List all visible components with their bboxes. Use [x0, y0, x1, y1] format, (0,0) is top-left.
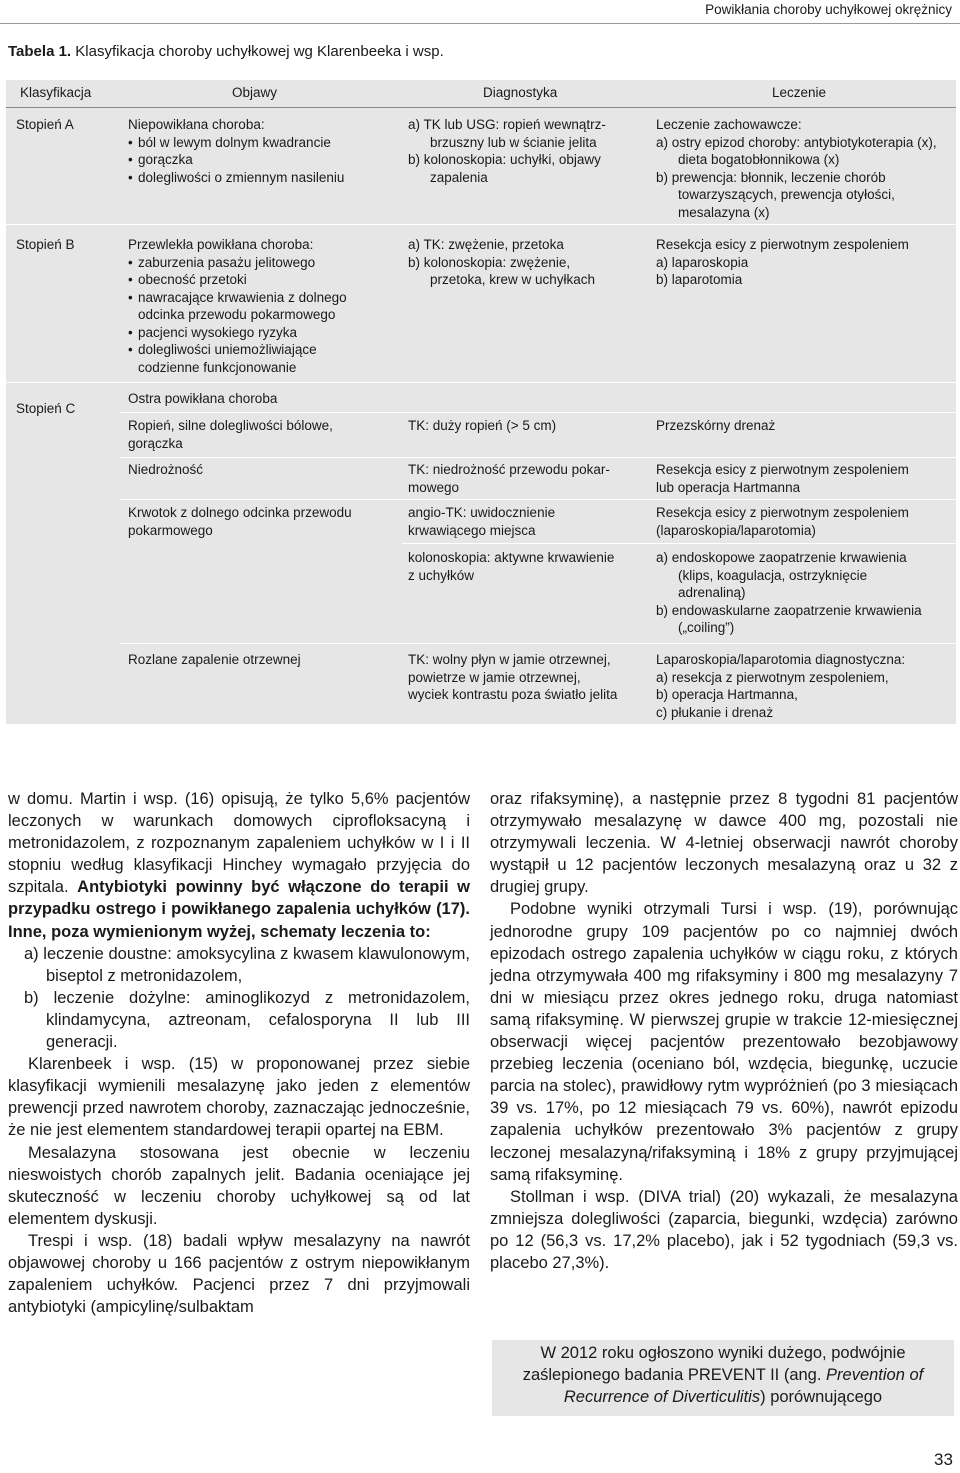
- stage-b-objawy: Przewlekła powikłana choroba: • zaburzenia pasażu jelitowego • obecność przetoki • nawracające krwawienia z dolnego odcinka przewodu pokarmowego • pacjenci wysokiego ryzyka • dolegliwości uniemożliwiające codzienne funkcjonowanie: [128, 236, 347, 376]
- row-separator: [120, 457, 956, 458]
- page-number: 33: [934, 1450, 953, 1469]
- stage-c-label: Stopień C: [16, 401, 76, 416]
- table-caption-label: Tabela 1.: [8, 43, 72, 60]
- table-caption-text: Klasyfikacja choroby uchyłkowej wg Klarenbeeka i wsp.: [75, 43, 444, 60]
- stage-a-diagnostyka: a) TK lub USG: ropień wewnątrz- brzuszny lub w ścianie jelita b) kolonoskopia: uchyłki, objawy zapalenia: [408, 117, 606, 185]
- left-paragraph-3: Mesalazyna stosowana jest obecnie w leczeniu nieswoistych chorób zapalnych jelit. Badania oceniające jej skuteczność w leczeniu choroby uchyłkowej są od lat elementem dyskusji.: [8, 1143, 470, 1228]
- stage-c-row3-objawy: Krwotok z dolnego odcinka przewodu pokarmowego: [128, 505, 352, 538]
- left-paragraph-2: Klarenbeek i wsp. (15) w proponowanej przez siebie klasyfikacji wymienili mesalazynę jako jeden z elementów prewencji przed nawrotem choroby, zaznaczając jednocześnie, że nie jest elementem standardowej terapii opartej na EBM.: [8, 1055, 470, 1140]
- stage-c-row5-objawy: Rozlane zapalenie otrzewnej: [128, 652, 301, 667]
- stage-a-leczenie: Leczenie zachowawcze: a) ostry epizod choroby: antybiotykoterapia (x), dieta bogatobłonnikowa (x) b) prewencja: błonnik, leczenie chorób towarzyszących, prewencja otyłości, mesalazyna (x): [656, 117, 937, 220]
- highlight-box: [492, 1340, 954, 1416]
- left-paragraph-4: Trespi i wsp. (18) badali wpływ mesalazyny na nawrót objawowej choroby u 166 pacjentów z ostrym niepowikłanym zapaleniem uchyłków. Pacjenci przez 7 dni przyjmowali antybiotyki (ampicylinę/sulbaktam: [8, 1231, 470, 1317]
- left-list-item-a: a) leczenie doustne: amoksycylina z kwasem klawulonowym, biseptol z metronidazolem,: [24, 944, 470, 985]
- right-paragraph-3: Stollman i wsp. (DIVA trial) (20) wykazali, że mesalazyna zmniejsza dolegliwości (zaparcia, biegunki, wzdęcia) zarówno po 12 (56,3 vs. 17,2% placebo), jak i 52 tygodniach (59,3 vs. placebo 27,3%).: [490, 1187, 958, 1272]
- left-list-item-b: b) leczenie dożylne: aminoglikozyd z metronidazolem, klindamycyna, aztreonam, cefalosporyna II lub III generacji.: [24, 988, 470, 1052]
- stage-c-row1-objawy: Ropień, silne dolegliwości bólowe, gorączka: [128, 418, 333, 451]
- stage-c-row5-diagnostyka: TK: wolny płyn w jamie otrzewnej, powietrze w jamie otrzewnej, wyciek kontrastu poza światło jelita: [408, 652, 618, 702]
- stage-c-row4-leczenie: a) endoskopowe zaopatrzenie krwawienia (klips, koagulacja, ostrzyknięcie adrenaliną) b) endowaskularne zaopatrzenie krwawienia („coiling”): [656, 550, 922, 635]
- stage-a-label: Stopień A: [16, 117, 74, 132]
- right-paragraph-2: Podobne wyniki otrzymali Tursi i wsp. (19), porównując jednorodne grupy 109 pacjentów po co najmniej dwóch epizodach ostrego zapalenia uchyłków w ciągu roku, z których jedna otrzymywała 400 mg rifaksyminy i 800 mg mesalazyny 7 dni w miesiącu przez okres jednego roku, druga natomiast samą rifaksyminę. W pierwszej grupie w trakcie 12-miesięcznej obserwacji więcej pacjentów prezentowało bezobjawowy przebieg leczenia (oceniano ból, wzdęcia, biegunkę, uczucie parcia na stolec), prawidłowy rytm wypróżnień (po 3 miesiącach 39 vs. 17%, po 12 miesiącach 79 vs. 60%), nawrót epizodu zapalenia uchyłków prezentowało 3% pacjentów z grupy leczonej mesalazyną/rifaksyminą i 18% z grupy przyjmującej samą rifaksyminę.: [490, 900, 958, 1184]
- row-separator: [120, 643, 956, 644]
- stage-c-row1-leczenie: Przezskórny drenaż: [656, 418, 776, 433]
- left-paragraph-1-bold: Antybiotyki powinny być włączone do terapii w przypadku ostrego i powikłanego zapalenia uchyłków (17). Inne, poza wymienionym wyżej, schematy leczenia to:: [8, 878, 470, 941]
- stage-c-row2-objawy: Niedrożność: [128, 462, 204, 477]
- running-head: [0, 0, 960, 24]
- stage-c-row4-diagnostyka: kolonoskopia: aktywne krwawienie z uchyłków: [408, 550, 615, 583]
- running-head-title: Powikłania choroby uchyłkowej okrężnicy: [705, 2, 952, 17]
- row-separator: [120, 499, 956, 500]
- stage-b-diagnostyka: a) TK: zwężenie, przetoka b) kolonoskopia: zwężenie, przetoka, krew w uchyłkach: [408, 237, 596, 287]
- stage-c-row3-diagnostyka: angio-TK: uwidocznienie krwawiącego miejsca: [408, 505, 556, 538]
- row-separator: [6, 382, 956, 383]
- stage-c-row5-leczenie: Laparoskopia/laparotomia diagnostyczna: a) resekcja z pierwotnym zespoleniem, b) operacja Hartmanna, c) płukanie i drenaż: [656, 652, 906, 720]
- left-column: [8, 788, 470, 1318]
- right-paragraph-1: oraz rifaksyminę), a następnie przez 8 tygodni 81 pacjentów otrzymywało mesalazynę w dawce 400 mg, pozostali nie otrzymywali leczenia. W 4-letniej obserwacji nawrót choroby wystąpił u 12 pacjentów leczonych mesalazyną oraz u 32 z drugiej grupy.: [490, 790, 958, 897]
- classification-table: [6, 80, 956, 724]
- highlight-box-text: W 2012 roku ogłoszono wyniki dużego, podwójnie zaślepionego badania PREVENT II (ang. Prevention of Recurrence of Diverticulitis) porównującego: [522, 1344, 924, 1407]
- left-paragraph-1: w domu. Martin i wsp. (16) opisują, że tylko 5,6% pacjentów leczonych w warunkach domowych ciprofloksacyną i metronidazolem, z rozpoznanym zapaleniem uchyłków w I i II stopniu według klasyfikacji Hinchey wymagało przyjęcia do szpitala. Antybiotyki powinny być włączone do terapii w przypadku ostrego i powikłanego zapalenia uchyłków (17). Inne, poza wymienionym wyżej, schematy leczenia to:: [8, 790, 470, 941]
- row-separator: [6, 224, 956, 225]
- stage-c-row1-diagnostyka: TK: duży ropień (> 5 cm): [408, 418, 557, 433]
- stage-c-title: Ostra powikłana choroba: [128, 391, 278, 406]
- row-separator: [120, 412, 956, 413]
- header-klasyfikacja: Klasyfikacja: [20, 85, 92, 100]
- table-caption: [8, 43, 444, 60]
- header-diagnostyka: Diagnostyka: [483, 85, 558, 100]
- right-column: [490, 788, 958, 1274]
- stage-c-row3-leczenie: Resekcja esicy z pierwotnym zespoleniem (laparoskopia/laparotomia): [656, 505, 909, 538]
- highlight-box-italic: Prevention of Recurrence of Diverticulitis: [563, 1366, 924, 1407]
- stage-c-row2-diagnostyka: TK: niedrożność przewodu pokar- mowego: [408, 462, 610, 495]
- header-separator: [6, 107, 956, 108]
- stage-b-label: Stopień B: [16, 237, 75, 252]
- stage-b-leczenie: Resekcja esicy z pierwotnym zespoleniem a) laparoskopia b) laparotomia: [656, 237, 909, 287]
- stage-c-row2-leczenie: Resekcja esicy z pierwotnym zespoleniem lub operacja Hartmanna: [656, 462, 909, 495]
- header-objawy: Objawy: [232, 85, 278, 100]
- header-leczenie: Leczenie: [772, 85, 827, 100]
- row-separator: [402, 543, 956, 544]
- stage-a-objawy: Niepowikłana choroba: • ból w lewym dolnym kwadrancie • gorączka • dolegliwości o zmiennym nasileniu: [128, 116, 344, 186]
